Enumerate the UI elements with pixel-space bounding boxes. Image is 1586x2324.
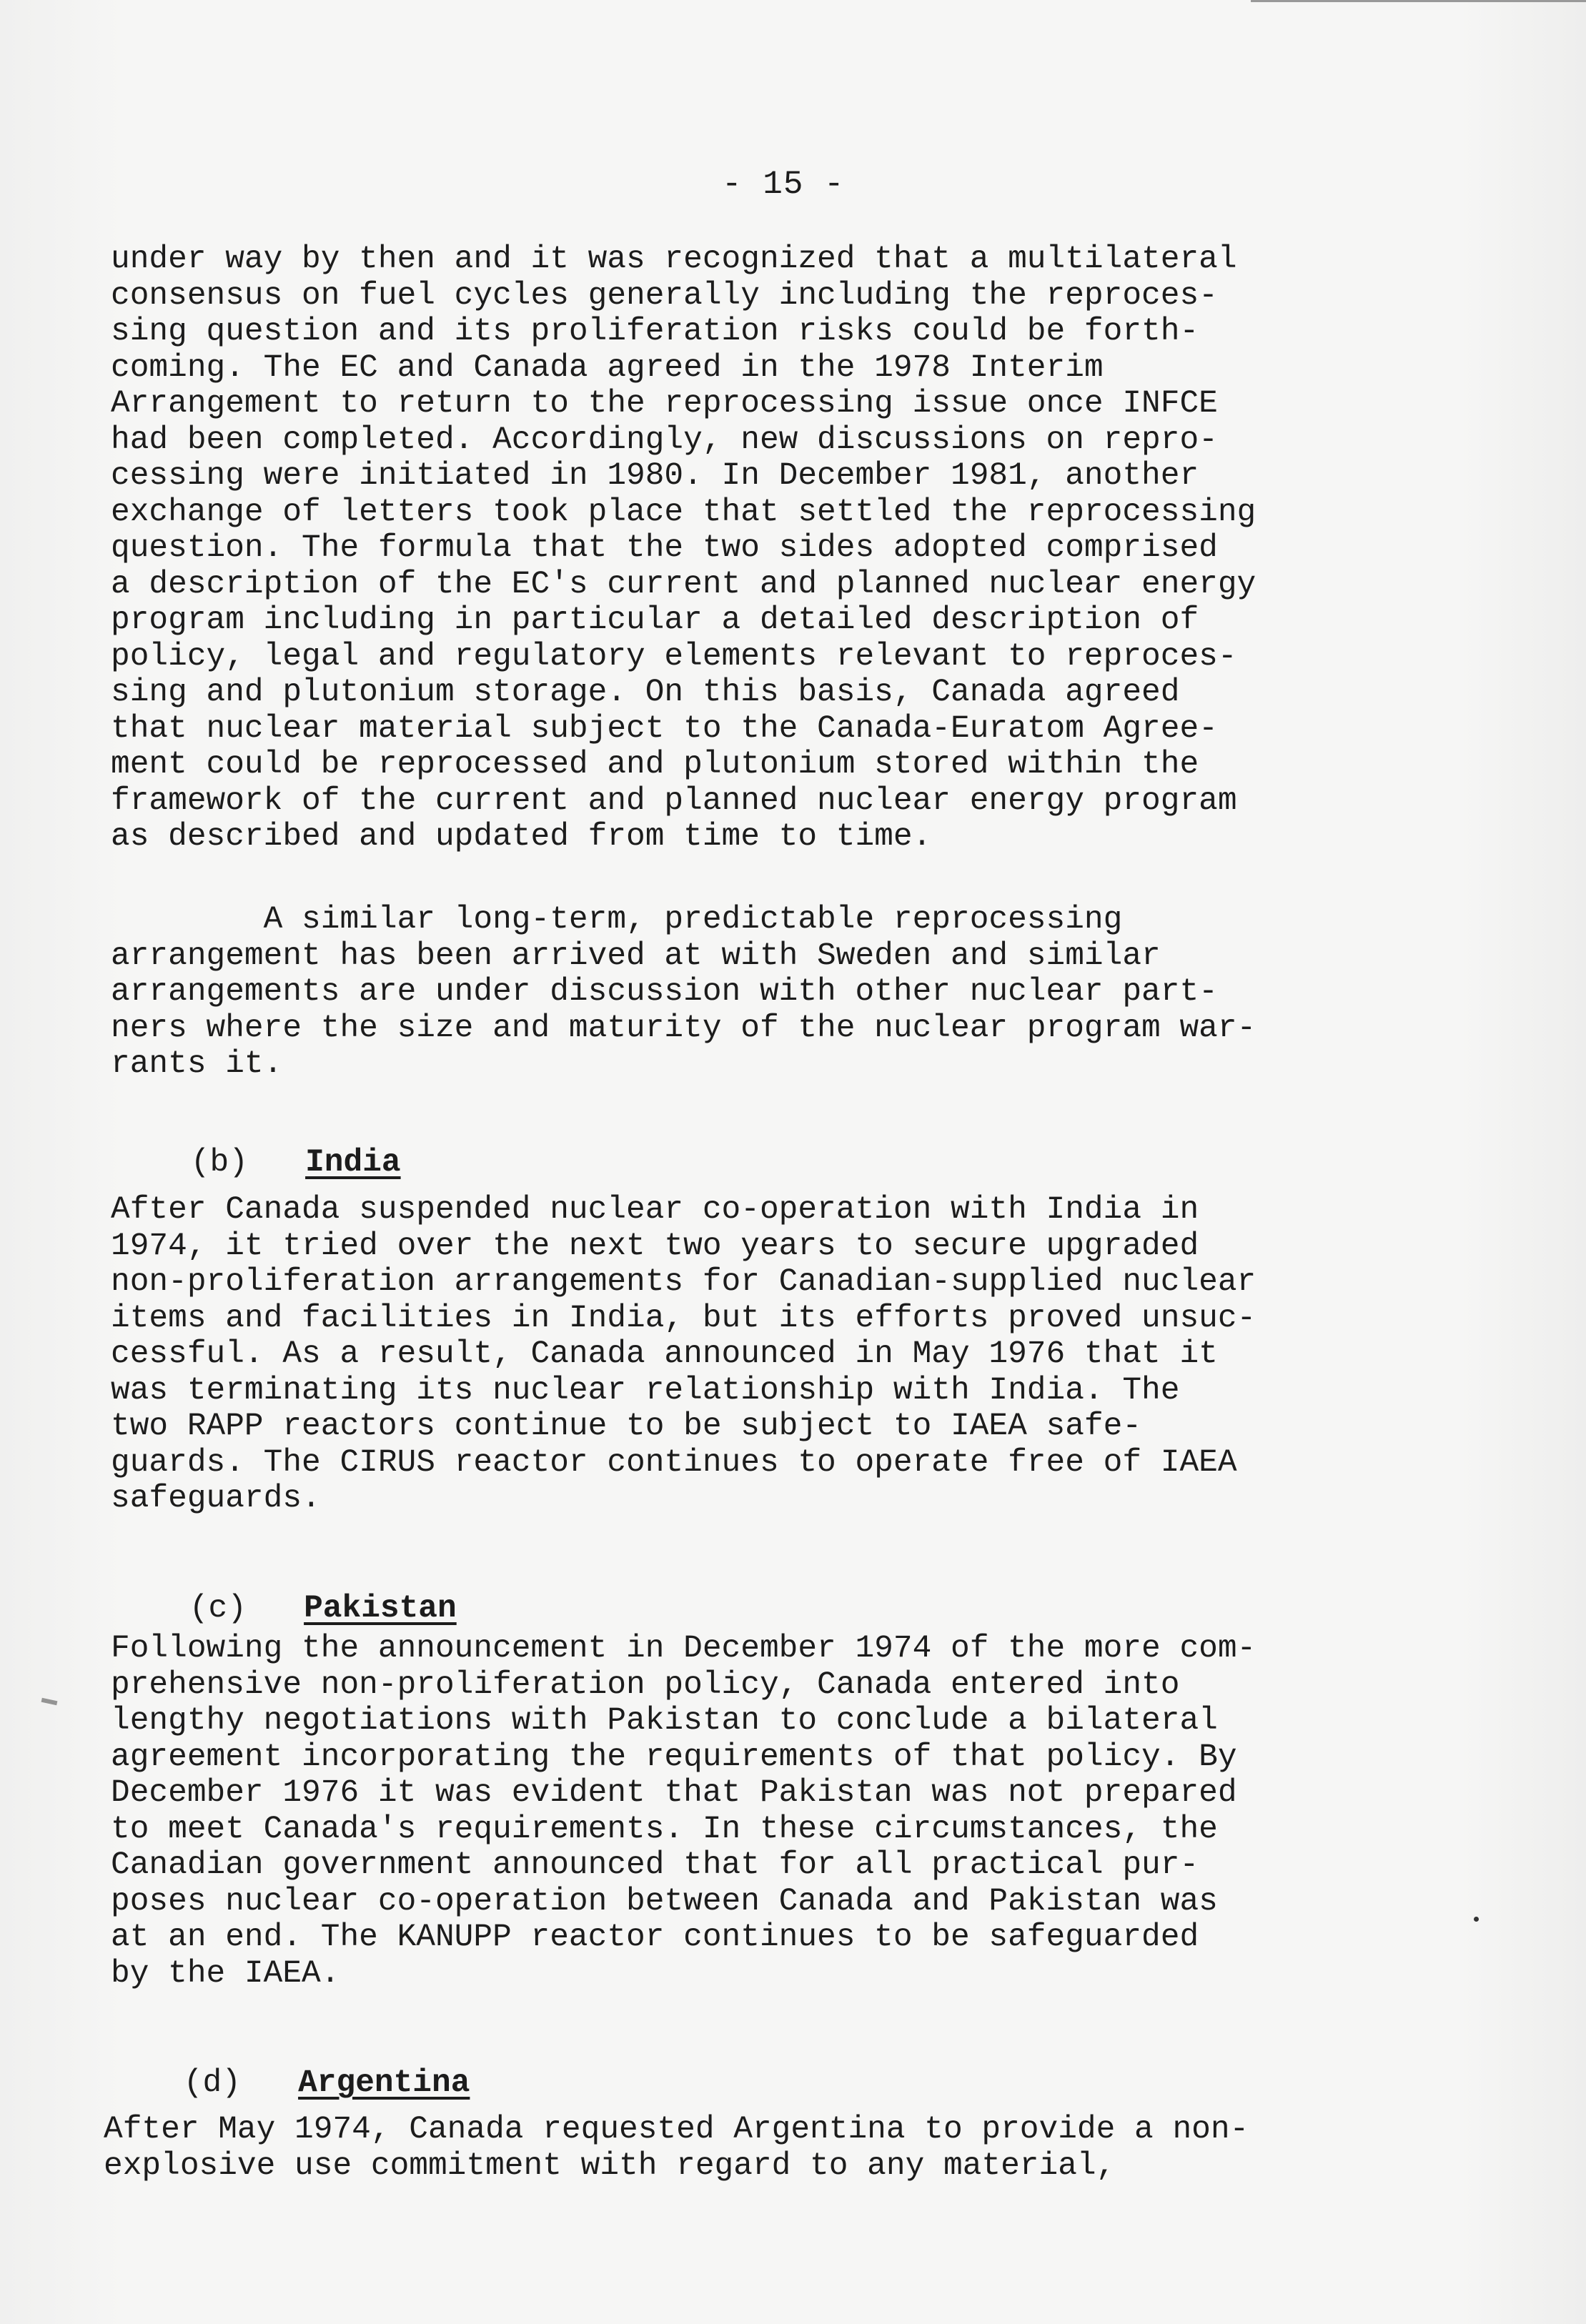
paragraph-reprocessing <box>111 242 1440 855</box>
text-line: to meet Canada's requirements. In these circumstances, the <box>111 1811 1218 1847</box>
section-label: (d) <box>183 2065 241 2101</box>
paragraph-pakistan <box>111 1631 1440 1992</box>
text-line: agreement incorporating the requirements of that policy. By <box>111 1739 1237 1775</box>
section-title: Argentina <box>298 2065 470 2101</box>
text-line: non-proliferation arrangements for Canadian-supplied nuclear <box>111 1264 1257 1300</box>
section-label: (b) <box>190 1145 248 1181</box>
text-line: arrangement has been arrived at with Sweden and similar <box>111 938 1161 974</box>
text-line: arrangements are under discussion with other nuclear part- <box>111 974 1218 1010</box>
text-line: under way by then and it was recognized that a multilateral <box>111 242 1237 277</box>
scan-edge <box>1251 0 1586 2</box>
text-line: poses nuclear co-operation between Canada and Pakistan was <box>111 1883 1218 1920</box>
text-line: ners where the size and maturity of the nuclear program war- <box>111 1010 1257 1046</box>
text-line: After May 1974, Canada requested Argentina to provide a non- <box>104 2112 1249 2147</box>
text-line: cessful. As a result, Canada announced in May 1976 that it <box>111 1336 1218 1372</box>
text-line: that nuclear material subject to the Canada-Euratom Agree- <box>111 710 1218 747</box>
text-line: December 1976 it was evident that Pakistan was not prepared <box>111 1775 1237 1811</box>
text-line: exchange of letters took place that settled the reprocessing <box>111 494 1257 530</box>
text-line: safeguards. <box>111 1481 321 1516</box>
text-line: items and facilities in India, but its efforts proved unsuc- <box>111 1300 1257 1336</box>
text-line: sing and plutonium storage. On this basis, Canada agreed <box>111 675 1180 710</box>
text-line: prehensive non-proliferation policy, Canada entered into <box>111 1667 1180 1703</box>
section-title: Pakistan <box>304 1591 457 1627</box>
text-line: Following the announcement in December 1974 of the more com- <box>111 1631 1257 1667</box>
text-line: Canadian government announced that for all practical pur- <box>111 1847 1199 1883</box>
section-title: India <box>305 1145 401 1181</box>
text-line: as described and updated from time to time. <box>111 819 932 855</box>
text-line: program including in particular a detailed description of <box>111 602 1199 638</box>
text-line: coming. The EC and Canada agreed in the 1978 Interim <box>111 349 1104 386</box>
text-line: guards. The CIRUS reactor continues to operate free of IAEA <box>111 1444 1237 1481</box>
text-line: framework of the current and planned nuclear energy program <box>111 783 1237 819</box>
text-line: rants it. <box>111 1046 283 1082</box>
text-line: policy, legal and regulatory elements relevant to reproces- <box>111 638 1237 675</box>
text-line: question. The formula that the two sides adopted comprised <box>111 530 1218 566</box>
text-line: consensus on fuel cycles generally including the reproces- <box>111 277 1218 314</box>
page-number: - 15 - <box>722 166 845 203</box>
text-line: A similar long-term, predictable reprocessing <box>111 902 1123 938</box>
text-line: sing question and its proliferation risks could be forth- <box>111 314 1199 349</box>
text-line: lengthy negotiations with Pakistan to conclude a bilateral <box>111 1703 1218 1739</box>
text-line: Arrangement to return to the reprocessing issue once INFCE <box>111 386 1218 422</box>
text-line: by the IAEA. <box>111 1955 340 1992</box>
stray-dot <box>1474 1917 1479 1922</box>
text-line: was terminating its nuclear relationship with India. The <box>111 1372 1180 1409</box>
text-line: cessing were initiated in 1980. In December 1981, another <box>111 458 1199 494</box>
paragraph-argentina <box>104 2112 1433 2184</box>
text-line: 1974, it tried over the next two years to secure upgraded <box>111 1228 1199 1264</box>
text-line: a description of the EC's current and planned nuclear energy <box>111 566 1257 602</box>
stray-mark <box>41 1698 58 1705</box>
text-line: explosive use commitment with regard to any material, <box>104 2147 1116 2184</box>
text-line: at an end. The KANUPP reactor continues to be safeguarded <box>111 1920 1199 1955</box>
text-line: ment could be reprocessed and plutonium stored within the <box>111 747 1199 783</box>
text-line: After Canada suspended nuclear co-operation with India in <box>111 1192 1199 1228</box>
section-label: (c) <box>189 1591 247 1627</box>
paragraph-india <box>111 1192 1440 1517</box>
text-line: had been completed. Accordingly, new discussions on repro- <box>111 422 1218 458</box>
paragraph-similar-arrangement <box>111 902 1440 1083</box>
text-line: two RAPP reactors continue to be subject to IAEA safe- <box>111 1409 1142 1444</box>
